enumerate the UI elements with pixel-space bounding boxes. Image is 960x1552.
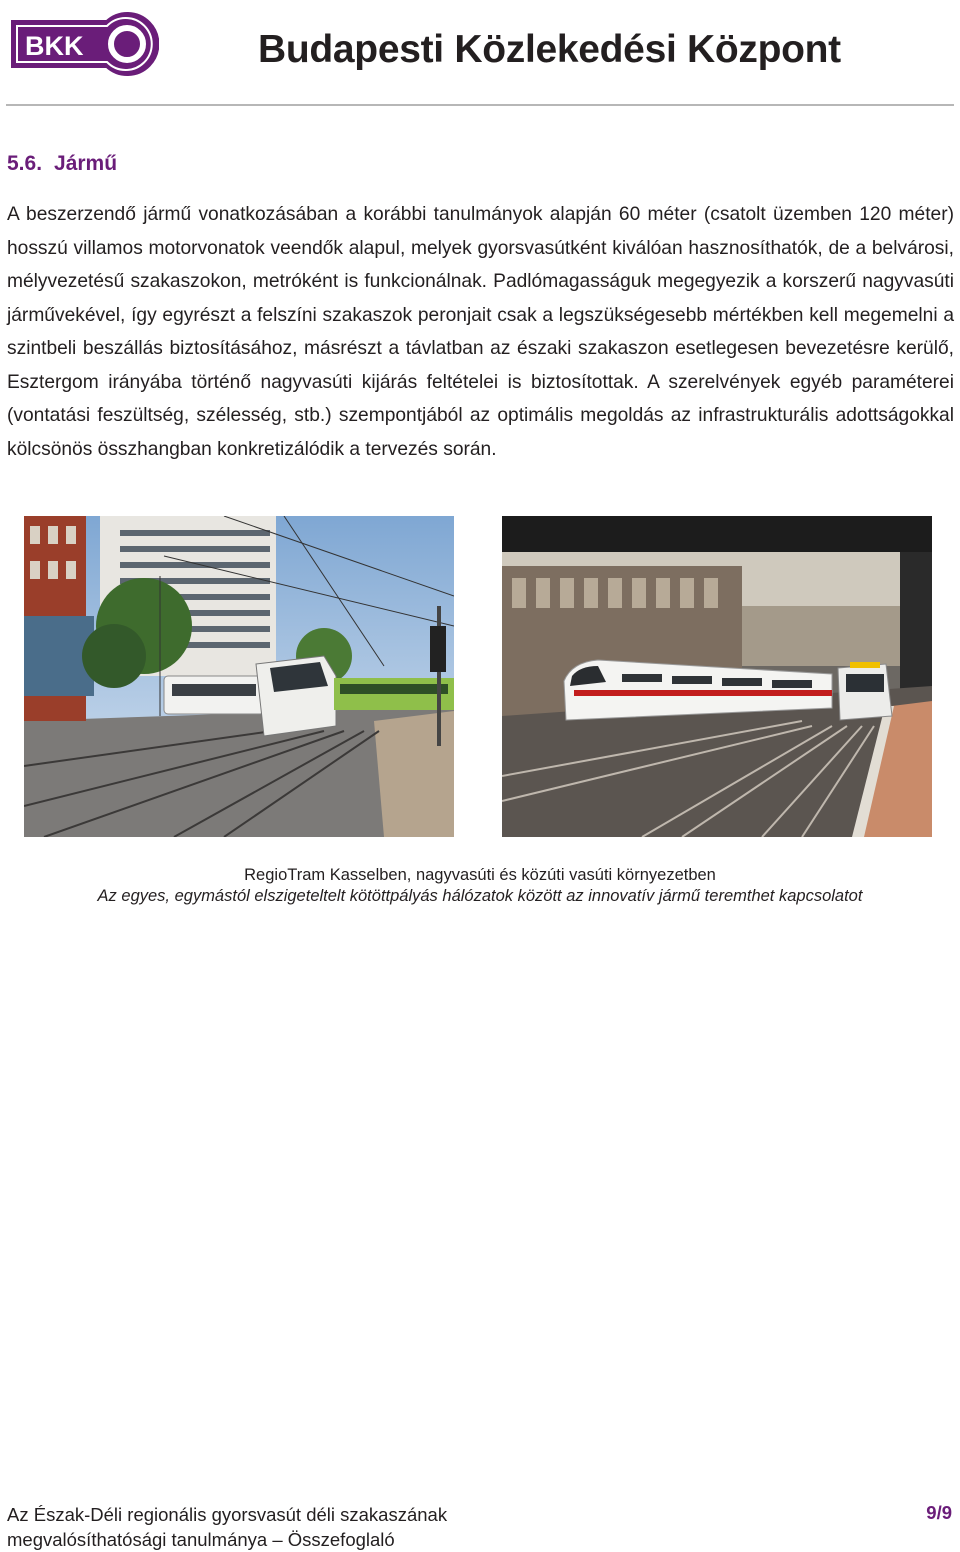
bkk-logo [7,8,159,80]
figure-subcaption: Az egyes, egymástól elszigeteltelt kötöttpályás hálózatok között az innovatív jármű teremthet kapcsolatot [97,887,863,905]
body-paragraph: A beszerzendő jármű vonatkozásában a korábbi tanulmányok alapján 60 méter (csatolt üzemben 120 méter) hosszú villamos motorvonatok veendők alapul, melyek gyorsvasútként kiválóan hasznosíthatók, de a belvárosi, mélyvezetésű szakaszokon, metróként is funkcionálnak. Padlómagasságuk megegyezik a korszerű nagyvasúti járművekével, így egyrészt a felszíni szakaszok peronjait csak a legszükségesebb mértékben kell megemelni a szintbeli beszállás biztosításához, másrészt a távlatban az északi szakaszon esetlegesen bevezetésre kerülő, Esztergom irányába történő nagyvasúti kijárás feltételei is biztosítottak. A szerelvények egyéb paraméterei (vontatási feszültség, szélesség, stb.) szempontjából az optimális megoldás az infrastrukturális adottságokkal kölcsönös összhangban konkretizálódik a tervezés során. [7,204,954,460]
page-title: Budapesti Közlekedési Központ [258,28,841,71]
page-number: 9/9 [926,1502,952,1523]
logo-text: BKK [25,31,84,61]
tram-street-photo [24,516,454,837]
station-trains-photo [502,516,932,837]
footer-line-2: megvalósíthatósági tanulmánya – Összefoglaló [7,1529,395,1550]
section-heading [7,152,117,176]
section-number: 5.6. [7,152,43,175]
figure-caption: RegioTram Kasselben, nagyvasúti és közúti vasúti környezetben [244,866,716,884]
header-divider [6,104,954,106]
section-title: Jármű [54,152,118,175]
footer-document-title [7,1502,447,1552]
footer-line-1: Az Észak-Déli regionális gyorsvasút déli szakaszának [7,1504,448,1525]
